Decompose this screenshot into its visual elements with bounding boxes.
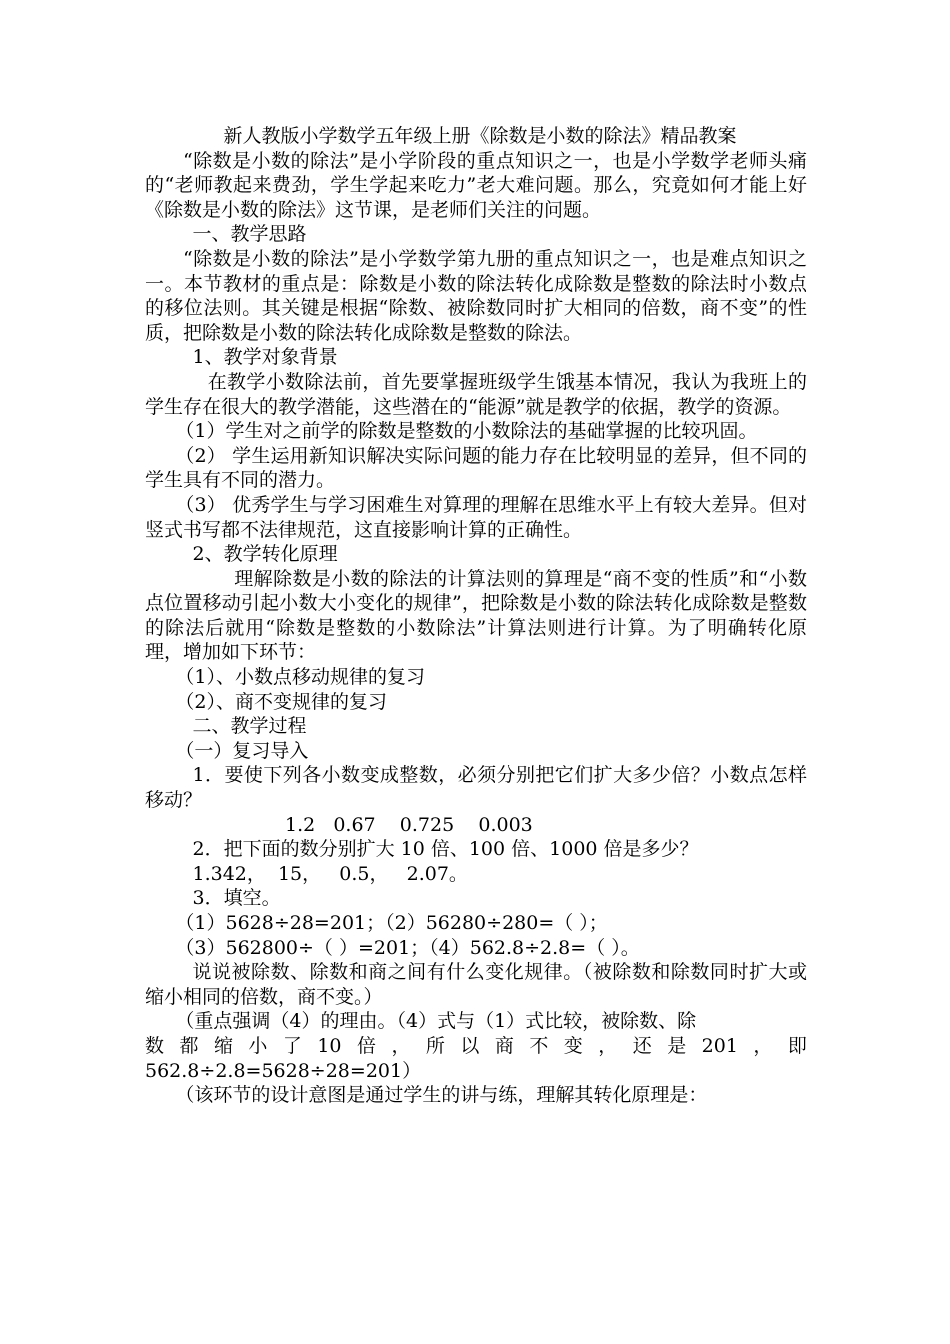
emphasis-token: 都 xyxy=(179,1034,199,1057)
emphasis-token: 倍 xyxy=(356,1034,376,1057)
question-3-line-2: （3）562800÷（ ）=201；（4）562.8÷2.8=（ ）。 xyxy=(175,936,640,959)
emphasis-line-2 xyxy=(145,1034,807,1059)
sub2-paragraph: 理解除数是小数的除法的计算法则的算理是“商不变的性质”和“小数点位置移动引起小数大小变化的规律”，把除数是小数的除法转化成除数是整数的除法后就用“除数是整数的小数除法”计算法则进行计算。为了明确转化原理，增加如下环节： xyxy=(145,567,807,664)
emphasis-token: ， xyxy=(598,1034,618,1057)
sub1-paragraph: 在教学小数除法前，首先要掌握班级学生饿基本情况，我认为我班上的学生存在很大的教学潜能，这些潜在的“能源”就是教学的依据，教学的资源。 xyxy=(145,370,807,418)
sub1-heading: 1、教学对象背景 xyxy=(192,346,338,369)
document-page xyxy=(145,124,807,1108)
emphasis-line-1: （重点强调（4）的理由。（4）式与（1）式比较，被除数、除 xyxy=(175,1010,697,1033)
emphasis-token: 商 xyxy=(494,1034,514,1057)
question-1: 1．要使下列各小数变成整数，必须分别把它们扩大多少倍？小数点怎样移动？ xyxy=(145,764,807,812)
emphasis-token: 还 xyxy=(632,1034,652,1057)
emphasis-token: ， xyxy=(753,1034,773,1057)
sub2-item-2: （2）、商不变规律的复习 xyxy=(175,690,387,713)
emphasis-token: 数 xyxy=(145,1034,165,1057)
emphasis-token: 缩 xyxy=(213,1034,233,1057)
sub2-heading: 2、教学转化原理 xyxy=(192,543,338,566)
question-1-numbers: 1.2 0.67 0.725 0.003 xyxy=(285,813,533,836)
emphasis-token: 变 xyxy=(563,1034,583,1057)
section1-heading: 一、教学思路 xyxy=(192,223,307,246)
intro-paragraph: “除数是小数的除法”是小学阶段的重点知识之一，也是小学数学老师头痛的“老师教起来费劲，学生学起来吃力”老大难问题。那么，究竟如何才能上好《除数是小数的除法》这节课，是老师们关注的问题。 xyxy=(145,149,807,221)
emphasis-line-3: 562.8÷2.8=5628÷28=201） xyxy=(145,1059,422,1082)
emphasis-token: 了 xyxy=(282,1034,302,1057)
emphasis-token: 小 xyxy=(248,1034,268,1057)
question-3-discussion: 说说被除数、除数和商之间有什么变化规律。（被除数和除数同时扩大或缩小相同的倍数，商不变。） xyxy=(145,961,807,1008)
sub1-item-3: （3） 优秀学生与学习困难生对算理的理解在思维水平上有较大差异。但对竖式书写都不法律规范，这直接影响计算的正确性。 xyxy=(145,493,807,541)
part1-heading: （一）复习导入 xyxy=(175,739,309,762)
sub1-item-1: （1）学生对之前学的除数是整数的小数除法的基础掌握的比较巩固。 xyxy=(175,420,758,443)
emphasis-token: 10 xyxy=(317,1034,342,1057)
question-3: 3．填空。 xyxy=(192,887,281,910)
emphasis-token: ， xyxy=(391,1034,411,1057)
emphasis-token: 所 xyxy=(425,1034,445,1057)
emphasis-token: 不 xyxy=(529,1034,549,1057)
question-2-numbers: 1.342， 15， 0.5， 2.07。 xyxy=(192,862,468,885)
document-title: 新人教版小学数学五年级上册《除数是小数的除法》精品教案 xyxy=(223,125,737,147)
emphasis-token: 以 xyxy=(460,1034,480,1057)
section2-heading: 二、教学过程 xyxy=(192,715,307,738)
emphasis-token: 即 xyxy=(787,1034,807,1057)
design-intent: （该环节的设计意图是通过学生的讲与练，理解其转化原理是： xyxy=(175,1084,708,1107)
emphasis-token: 201 xyxy=(701,1034,738,1057)
question-3-line-1: （1）5628÷28=201；（2）56280÷280=（ ）； xyxy=(175,912,608,934)
section1-paragraph: “除数是小数的除法”是小学数学第九册的重点知识之一，也是难点知识之一。本节教材的重点是：除数是小数的除法转化成除数是整数的除法时小数点的移位法则。其关键是根据“除数、被除数同时扩大相同的倍数，商不变”的性质，把除数是小数的除法转化成除数是整数的除法。 xyxy=(145,247,807,344)
sub2-item-1: （1）、小数点移动规律的复习 xyxy=(175,666,425,689)
emphasis-token: 是 xyxy=(667,1034,687,1057)
question-2: 2．把下面的数分别扩大 10 倍、100 倍、1000 倍是多少？ xyxy=(192,838,699,861)
sub1-item-2: （2） 学生运用新知识解决实际问题的能力存在比较明显的差异，但不同的学生具有不同的潜力。 xyxy=(145,444,807,492)
